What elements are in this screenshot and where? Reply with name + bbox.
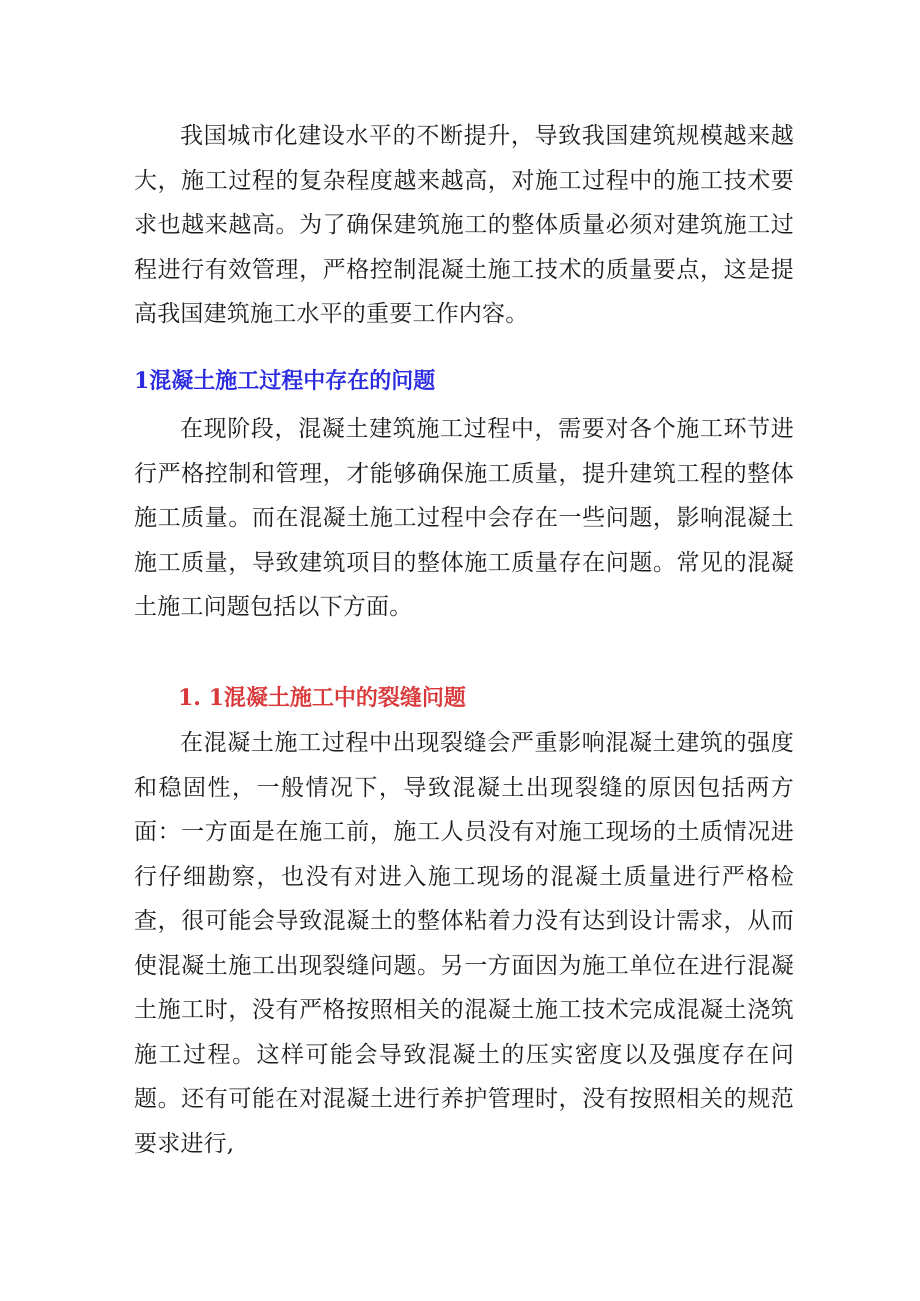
subsection-heading-1-1: 1. 1混凝土施工中的裂缝问题	[178, 685, 466, 711]
section-heading-1: 1混凝土施工过程中存在的问题	[134, 368, 436, 394]
intro-paragraph: 我国城市化建设水平的不断提升，导致我国建筑规模越来越大，施工过程的复杂程度越来越高，对施工过程中的施工技术要求也越来越高。为了确保建筑施工的整体质量必须对建筑施工过程进行有效管理，严格控制混凝土施工技术的质量要点，这是提高我国建筑施工水平的重要工作内容。	[134, 123, 794, 327]
section-1-paragraph: 在现阶段，混凝土建筑施工过程中，需要对各个施工环节进行严格控制和管理，才能够确保施工质量，提升建筑工程的整体施工质量。而在混凝土施工过程中会存在一些问题，影响混凝土施工质量，导致建筑项目的整体施工质量存在问题。常见的混凝土施工问题包括以下方面。	[134, 416, 794, 620]
subsection-1-1-paragraph: 在混凝土施工过程中出现裂缝会严重影响混凝土建筑的强度和稳固性，一般情况下，导致混凝土出现裂缝的原因包括两方面：一方面是在施工前，施工人员没有对施工现场的土质情况进行仔细勘察，也没有对进入施工现场的混凝土质量进行严格检查，很可能会导致混凝土的整体粘着力没有达到设计需求，从而使混凝土施工出现裂缝问题。另一方面因为施工单位在进行混凝土施工时，没有严格按照相关的混凝土施工技术完成混凝土浇筑施工过程。这样可能会导致混凝土的压实密度以及强度存在问题。还有可能在对混凝土进行养护管理时，没有按照相关的规范要求进行,	[134, 730, 794, 1157]
